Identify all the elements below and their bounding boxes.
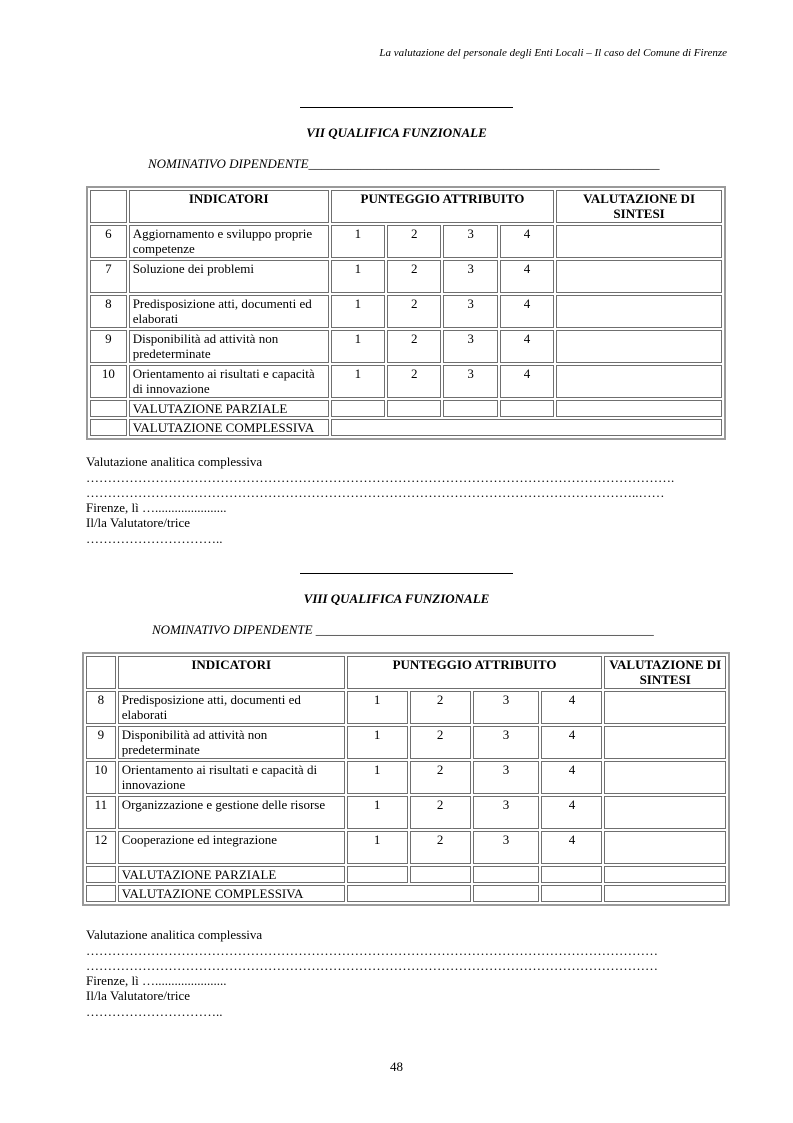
synthesis-cell [604, 866, 726, 883]
table-row [86, 831, 726, 864]
score-cell [347, 866, 408, 883]
score-option[interactable]: 4 [500, 330, 554, 363]
row-number: 7 [90, 260, 127, 293]
table-row [86, 726, 726, 759]
complessiva-cell [541, 885, 602, 902]
synthesis-cell[interactable] [604, 796, 726, 829]
score-option[interactable]: 3 [473, 761, 540, 794]
synthesis-cell[interactable] [556, 295, 722, 328]
score-cell [387, 400, 441, 417]
date-line: Firenze, lì …...................... [86, 973, 227, 988]
section-divider [300, 107, 513, 108]
score-option[interactable]: 2 [387, 260, 441, 293]
score-option[interactable]: 1 [347, 691, 408, 724]
blank-cell [86, 866, 116, 883]
complessiva-cell [347, 885, 471, 902]
table-row [86, 796, 726, 829]
header-indicatori: INDICATORI [118, 656, 345, 689]
score-option[interactable]: 1 [347, 761, 408, 794]
row-number: 9 [90, 330, 127, 363]
blank-cell [86, 885, 116, 902]
score-option[interactable]: 1 [331, 260, 385, 293]
valutazione-complessiva-label: VALUTAZIONE COMPLESSIVA [129, 419, 329, 436]
valutazione-complessiva-label: VALUTAZIONE COMPLESSIVA [118, 885, 345, 902]
table-row [90, 260, 722, 293]
table-row [86, 761, 726, 794]
table-row [86, 691, 726, 724]
notes-label: Valutazione analitica complessiva [86, 454, 263, 469]
score-option[interactable]: 4 [500, 260, 554, 293]
indicator-label: Cooperazione ed integrazione [118, 831, 345, 864]
complessiva-cell [473, 885, 540, 902]
indicator-label: Organizzazione e gestione delle risorse [118, 796, 345, 829]
indicator-label: Soluzione dei problemi [129, 260, 329, 293]
header-blank [90, 190, 127, 223]
indicator-label: Orientamento ai risultati e capacità di innovazione [129, 365, 329, 398]
table-row [90, 330, 722, 363]
synthesis-cell[interactable] [604, 726, 726, 759]
synthesis-cell[interactable] [604, 831, 726, 864]
notes-dots: ………………………………………………………………………………………………………………………. [86, 470, 675, 485]
score-option[interactable]: 4 [541, 726, 602, 759]
score-option[interactable]: 4 [541, 691, 602, 724]
header-valutazione: VALUTAZIONE DI SINTESI [604, 656, 726, 689]
score-option[interactable]: 4 [541, 831, 602, 864]
synthesis-cell[interactable] [556, 365, 722, 398]
table-row [90, 295, 722, 328]
score-cell [473, 866, 540, 883]
score-cell [443, 400, 497, 417]
section-title: VIII QUALIFICA FUNZIONALE [303, 591, 490, 606]
notes-dots: ………………………………………………………………………………………………………………..…… [86, 485, 665, 500]
evaluation-table [82, 652, 730, 906]
notes-dots: …………………………………………………………………………………………………………………… [86, 958, 658, 973]
evaluation-table [86, 186, 726, 440]
score-option[interactable]: 4 [541, 761, 602, 794]
synthesis-cell[interactable] [604, 761, 726, 794]
score-option[interactable]: 3 [473, 831, 540, 864]
score-option[interactable]: 1 [331, 295, 385, 328]
running-header: La valutazione del personale degli Enti Locali – Il caso del Comune di Firenze [379, 47, 727, 59]
synthesis-cell[interactable] [556, 260, 722, 293]
synthesis-cell[interactable] [604, 691, 726, 724]
score-option[interactable]: 1 [331, 330, 385, 363]
score-option[interactable]: 3 [473, 726, 540, 759]
score-option[interactable]: 2 [387, 225, 441, 258]
indicator-label: Disponibilità ad attività non predeterminate [129, 330, 329, 363]
score-option[interactable]: 3 [443, 260, 497, 293]
indicator-label: Disponibilità ad attività non predeterminate [118, 726, 345, 759]
row-number: 10 [86, 761, 116, 794]
row-number: 9 [86, 726, 116, 759]
synthesis-cell[interactable] [556, 225, 722, 258]
section-title: VII QUALIFICA FUNZIONALE [306, 125, 487, 140]
score-cell [331, 400, 385, 417]
blank-cell [90, 400, 127, 417]
complessiva-cell [331, 419, 722, 436]
signature-line: ………………………….. [86, 1004, 223, 1019]
score-option[interactable]: 3 [443, 330, 497, 363]
date-line: Firenze, lì …...................... [86, 500, 227, 515]
indicator-label: Orientamento ai risultati e capacità di innovazione [118, 761, 345, 794]
synthesis-cell [556, 400, 722, 417]
indicator-label: Predisposizione atti, documenti ed elaborati [129, 295, 329, 328]
row-number: 10 [90, 365, 127, 398]
score-option[interactable]: 1 [331, 225, 385, 258]
row-number: 12 [86, 831, 116, 864]
row-number: 8 [86, 691, 116, 724]
row-number: 6 [90, 225, 127, 258]
header-indicatori: INDICATORI [129, 190, 329, 223]
score-cell [500, 400, 554, 417]
employee-name-field: NOMINATIVO DIPENDENTE______________________________________________________ [148, 156, 660, 171]
score-option[interactable]: 2 [410, 796, 471, 829]
employee-name-field: NOMINATIVO DIPENDENTE ____________________________________________________ [152, 622, 654, 637]
score-option[interactable]: 3 [473, 691, 540, 724]
notes-dots: …………………………………………………………………………………………………………………… [86, 943, 658, 958]
score-option[interactable]: 3 [443, 365, 497, 398]
score-cell [410, 866, 471, 883]
header-valutazione: VALUTAZIONE DI SINTESI [556, 190, 722, 223]
score-option[interactable]: 2 [387, 365, 441, 398]
valutazione-parziale-label: VALUTAZIONE PARZIALE [129, 400, 329, 417]
section-divider [300, 573, 513, 574]
valutatore-label: Il/la Valutatore/trice [86, 515, 191, 530]
score-option[interactable]: 1 [347, 726, 408, 759]
score-cell [541, 866, 602, 883]
blank-cell [90, 419, 127, 436]
score-option[interactable]: 4 [541, 796, 602, 829]
table-row [90, 365, 722, 398]
score-option[interactable]: 4 [500, 295, 554, 328]
valutazione-parziale-label: VALUTAZIONE PARZIALE [118, 866, 345, 883]
score-option[interactable]: 1 [347, 796, 408, 829]
score-option[interactable]: 4 [500, 365, 554, 398]
table-row [90, 225, 722, 258]
header-punteggio: PUNTEGGIO ATTRIBUITO [347, 656, 603, 689]
page-number: 48 [390, 1059, 403, 1074]
score-option[interactable]: 2 [410, 761, 471, 794]
score-option[interactable]: 3 [443, 225, 497, 258]
indicator-label: Predisposizione atti, documenti ed elaborati [118, 691, 345, 724]
score-option[interactable]: 2 [410, 726, 471, 759]
score-option[interactable]: 3 [473, 796, 540, 829]
row-number: 8 [90, 295, 127, 328]
score-option[interactable]: 1 [331, 365, 385, 398]
notes-label: Valutazione analitica complessiva [86, 927, 263, 942]
indicator-label: Aggiornamento e sviluppo proprie competenze [129, 225, 329, 258]
signature-line: ………………………….. [86, 531, 223, 546]
score-option[interactable]: 2 [387, 295, 441, 328]
score-option[interactable]: 3 [443, 295, 497, 328]
score-option[interactable]: 4 [500, 225, 554, 258]
row-number: 11 [86, 796, 116, 829]
header-punteggio: PUNTEGGIO ATTRIBUITO [331, 190, 554, 223]
valutatore-label: Il/la Valutatore/trice [86, 988, 191, 1003]
score-option[interactable]: 2 [387, 330, 441, 363]
score-option[interactable]: 1 [347, 831, 408, 864]
synthesis-cell[interactable] [556, 330, 722, 363]
complessiva-cell [604, 885, 726, 902]
score-option[interactable]: 2 [410, 691, 471, 724]
header-blank [86, 656, 116, 689]
score-option[interactable]: 2 [410, 831, 471, 864]
